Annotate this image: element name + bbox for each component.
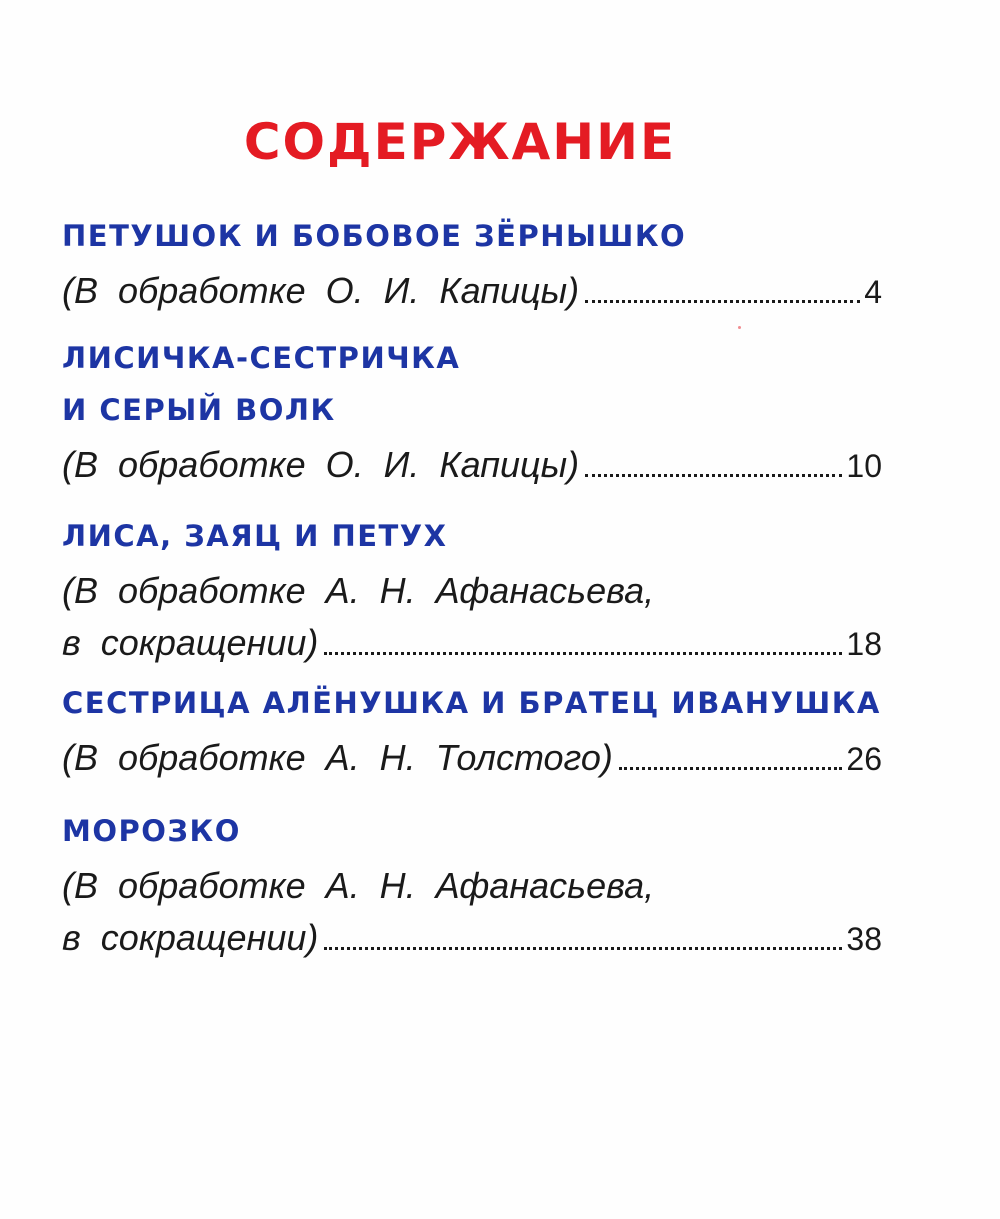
dot-leader [585,474,842,477]
story-title: ЛИСИЧКА-СЕСТРИЧКА [62,341,461,375]
toc-entry[interactable] [62,340,882,496]
page-number: 38 [846,921,882,957]
story-title: И СЕРЫЙ ВОЛК [62,393,336,427]
page-number: 26 [846,741,882,777]
toc-entry[interactable] [62,218,882,322]
dot-leader [324,947,842,950]
credit-text: (В обработке О. И. Капицы) [62,270,580,311]
credit-text: (В обработке А. Н. Толстого) [62,737,613,778]
page-number: 18 [846,626,882,662]
dot-leader [585,300,860,303]
page-number: 10 [846,448,882,484]
story-title: ПЕТУШОК И БОБОВОЕ ЗЁРНЫШКО [62,219,687,253]
story-title: МОРОЗКО [62,814,241,848]
dot-leader [619,767,842,770]
credit-text: (В обработке О. И. Капицы) [62,444,580,485]
credit-text: в сокращении) [62,917,319,958]
toc-entry[interactable] [62,685,882,789]
page-title: СОДЕРЖАНИЕ [243,113,677,171]
toc-leader-line [62,270,882,322]
toc-entry[interactable] [62,813,882,969]
page-number: 4 [864,274,882,310]
story-title: СЕСТРИЦА АЛЁНУШКА И БРАТЕЦ ИВАНУШКА [62,686,881,720]
toc-leader-line [62,917,882,969]
credit-text: (В обработке А. Н. Афанасьева, [62,570,655,611]
credit-text: в сокращении) [62,622,319,663]
toc-leader-line [62,737,882,789]
dot-leader [324,652,842,655]
toc-leader-line [62,622,882,674]
toc-leader-line [62,444,882,496]
story-title: ЛИСА, ЗАЯЦ И ПЕТУХ [62,519,448,553]
print-speck [738,326,741,329]
toc-entry[interactable] [62,518,882,674]
credit-text: (В обработке А. Н. Афанасьева, [62,865,655,906]
